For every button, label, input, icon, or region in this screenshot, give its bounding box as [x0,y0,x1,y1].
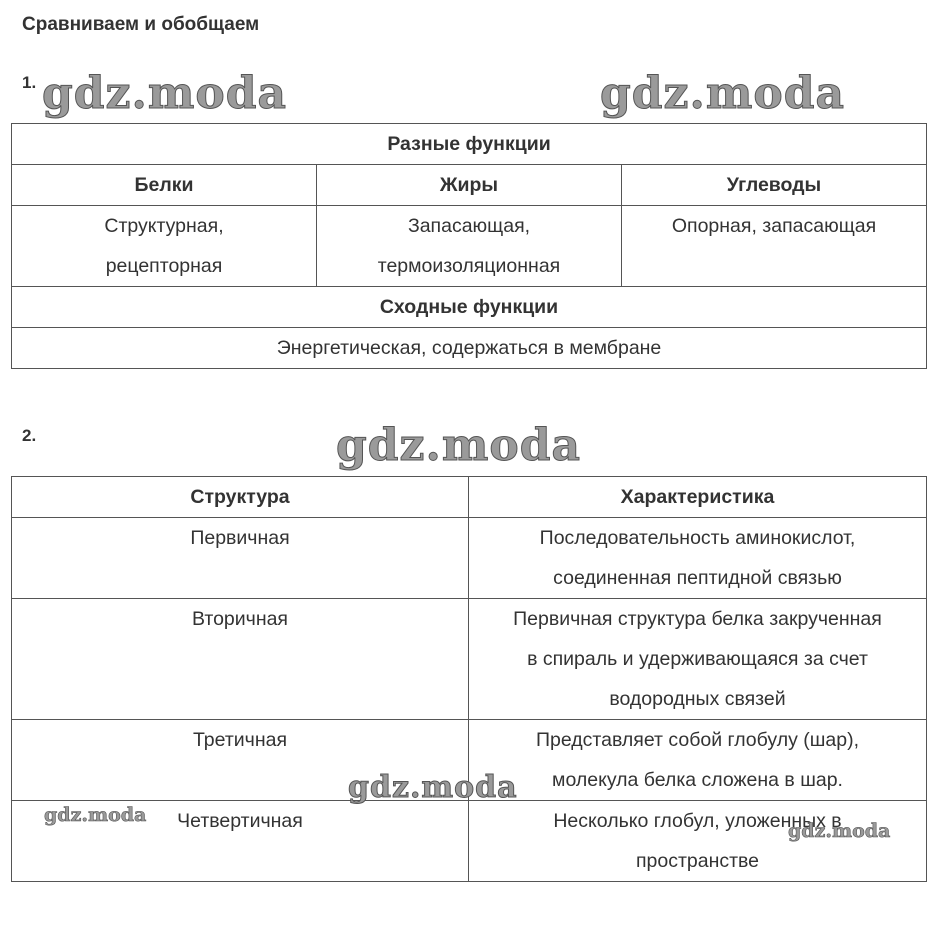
task-2-number: 2. [22,426,37,445]
structure-cell-tertiary: Третичная [12,720,469,801]
characteristic-cell-secondary [469,599,927,720]
cell-line: Структурная, [104,215,224,237]
column-header-structure: Структура [12,477,469,518]
structure-cell-primary: Первичная [12,518,469,599]
column-header-proteins: Белки [12,165,317,206]
column-header-fats: Жиры [317,165,622,206]
carbohydrates-functions-cell [622,206,927,287]
watermark-logo: gdz.moda [600,68,846,119]
structure-cell-quaternary: Четвертичная [12,801,469,882]
cell-line: Запасающая, [407,215,531,237]
cell-line: молекула белка сложена в шар. [552,769,843,791]
cell-line: Представляет собой глобулу (шар), [536,729,859,751]
characteristic-cell-primary [469,518,927,599]
cell-line: пространстве [635,850,760,872]
watermark-logo: gdz.moda [348,770,518,805]
cell-line: Опорная, запасающая [671,215,877,237]
task-1-number: 1. [22,73,37,92]
watermark-logo: gdz.moda [336,420,582,471]
characteristic-cell-quaternary [469,801,927,882]
cell-line: термоизоляционная [377,255,561,277]
proteins-functions-cell [12,206,317,287]
characteristic-cell-tertiary [469,720,927,801]
similar-functions-cell: Энергетическая, содержаться в мембране [12,328,927,369]
watermark-logo: gdz.moda [44,804,147,826]
cell-line: Последовательность аминокислот, [539,527,856,549]
structure-cell-secondary: Вторичная [12,599,469,720]
cell-line: рецепторная [105,255,223,277]
fats-functions-cell [317,206,622,287]
task-1-table [11,123,927,369]
page-heading: Сравниваем и обобщаем [22,14,260,35]
watermark-logo: gdz.moda [788,820,891,842]
diff-functions-header: Разные функции [12,124,927,165]
watermark-logo: gdz.moda [42,68,288,119]
cell-line: в спираль и удерживающаяся за счет [527,648,868,670]
similar-functions-header: Сходные функции [12,287,927,328]
cell-line: соединенная пептидной связью [553,567,842,589]
cell-line: водородных связей [609,688,786,710]
column-header-characteristic: Характеристика [469,477,927,518]
cell-line: Первичная структура белка закрученная [513,608,882,630]
cell-line: Несколько глобул, уложенных в [553,810,842,832]
column-header-carbohydrates: Углеводы [622,165,927,206]
task-2-table [11,476,927,882]
